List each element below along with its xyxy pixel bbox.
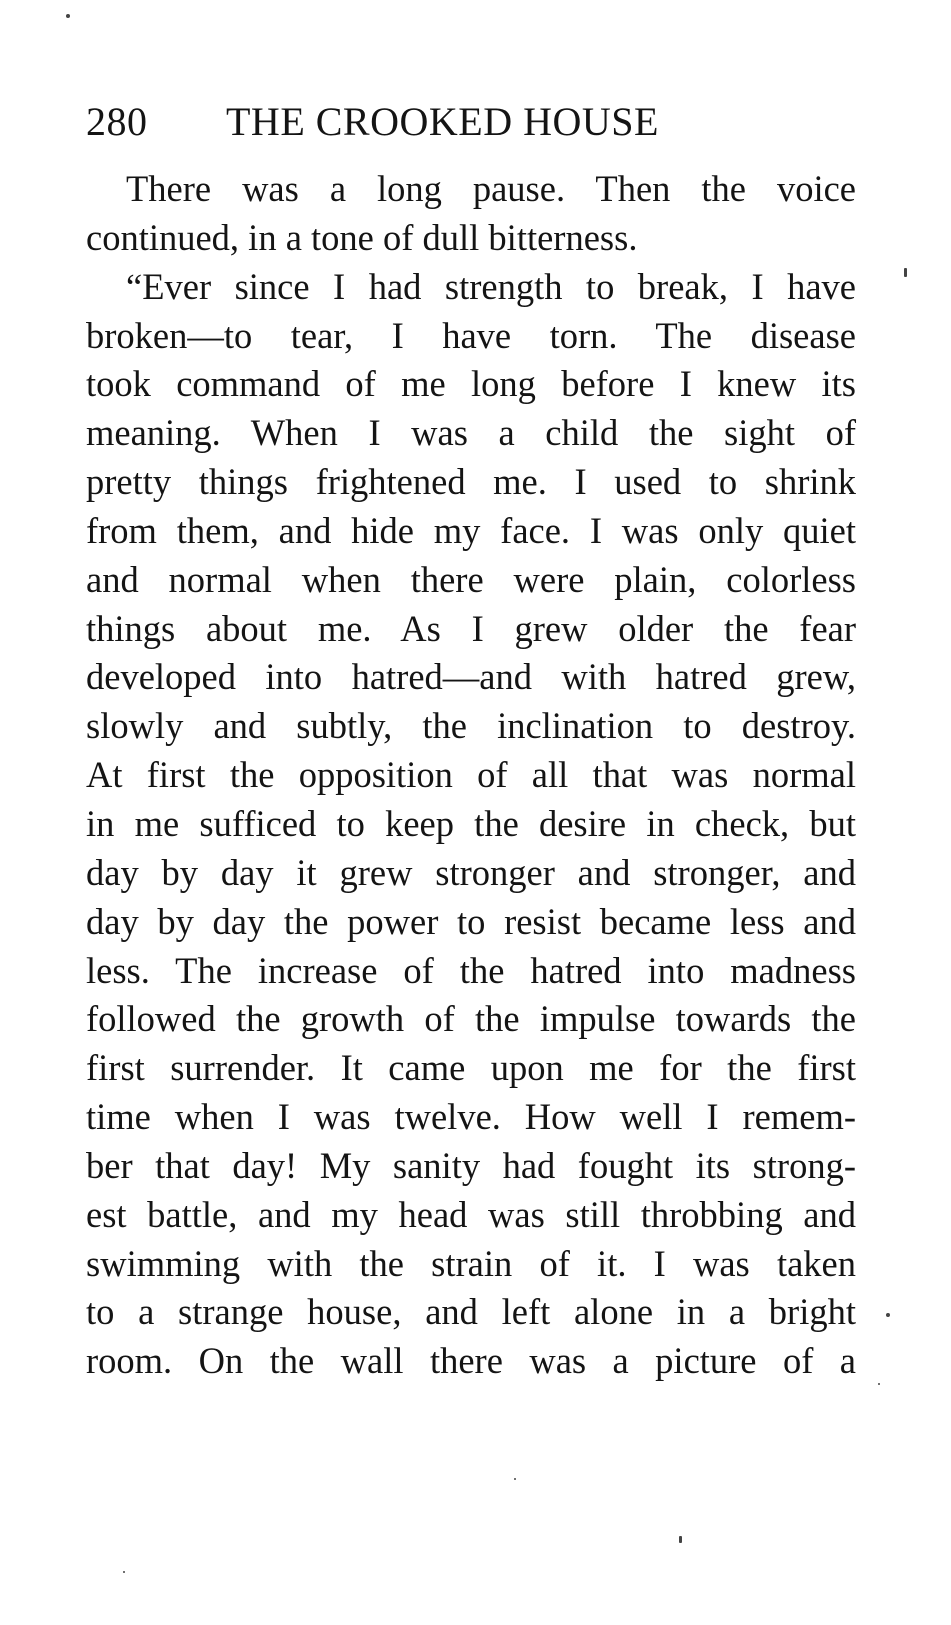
text-line: There was a long pause. Then the voice	[126, 168, 856, 209]
scan-speck	[679, 1536, 682, 1543]
text-line: day by day it grew stronger and stronger, and	[86, 851, 856, 893]
text-line: room. On the wall there was a picture of a	[86, 1340, 856, 1382]
text-line: took command of me long before I knew its	[86, 363, 856, 405]
text-line: things about me. As I grew older the fear	[86, 607, 856, 649]
scan-speck	[904, 268, 907, 277]
running-head	[86, 92, 866, 152]
text-line: swimming with the strain of it. I was taken	[86, 1242, 856, 1284]
text-line: day by day the power to resist became less and	[86, 900, 856, 942]
text-line: and normal when there were plain, colorless	[86, 558, 856, 600]
scan-speck	[123, 1571, 125, 1573]
scan-speck	[514, 1478, 516, 1480]
text-line: slowly and subtly, the inclination to destroy.	[86, 705, 856, 747]
text-line: At first the opposition of all that was normal	[86, 754, 856, 796]
scan-speck	[878, 1383, 880, 1385]
text-line: developed into hatred—and with hatred grew,	[86, 656, 856, 698]
text-line: pretty things frightened me. I used to shrink	[86, 461, 856, 503]
text-line: from them, and hide my face. I was only quiet	[86, 509, 856, 551]
text-line: first surrender. It came upon me for the first	[86, 1047, 856, 1089]
text-line: time when I was twelve. How well I remem-	[86, 1096, 856, 1138]
scan-speck	[66, 14, 70, 18]
body-text	[86, 165, 856, 1386]
scan-speck	[886, 1313, 890, 1317]
text-line: est battle, and my head was still throbbing and	[86, 1193, 856, 1235]
text-line: continued, in a tone of dull bitterness.	[86, 216, 638, 258]
text-line: followed the growth of the impulse towards the	[86, 998, 856, 1040]
text-line: less. The increase of the hatred into madness	[86, 949, 856, 991]
text-line: ber that day! My sanity had fought its strong-	[86, 1144, 856, 1186]
text-line: broken—to tear, I have torn. The disease	[86, 314, 856, 356]
running-title: THE CROOKED HOUSE	[226, 99, 659, 144]
text-line: to a strange house, and left alone in a bright	[86, 1291, 856, 1333]
text-line: meaning. When I was a child the sight of	[86, 412, 856, 454]
text-line: “Ever since I had strength to break, I have	[126, 265, 856, 307]
page-number: 280	[86, 99, 148, 144]
text-line: in me sufficed to keep the desire in check, but	[86, 802, 856, 844]
